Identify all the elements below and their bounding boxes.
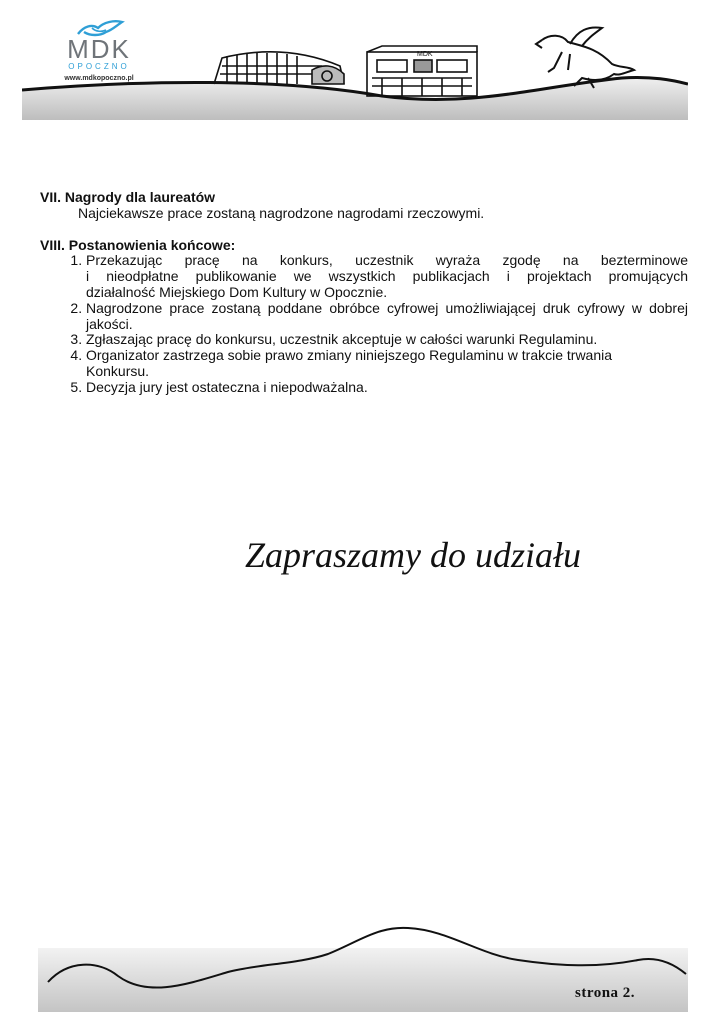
list-item (86, 332, 688, 348)
list-item (86, 348, 688, 380)
list-item-line: i nieodpłatne publikowanie we wszystkich publikacjach i projektach promujących (86, 268, 688, 285)
list-item-line: jakości. (86, 315, 133, 332)
mdk-logo[interactable] (44, 18, 154, 90)
list-item (86, 380, 688, 396)
section-title-final-provisions: VIII. Postanowienia końcowe: (40, 236, 236, 253)
section-spacer (40, 222, 688, 238)
page-header (22, 8, 688, 120)
list-item (86, 253, 688, 300)
section-title-prizes: VII. Nagrody dla laureatów (40, 189, 216, 205)
final-provisions-list (40, 253, 688, 395)
invitation-text: Zapraszamy do udziału (245, 535, 582, 575)
regulation-content (40, 190, 688, 396)
list-item-line: 1. Przekazując pracę na konkurs, uczestnik wyraża zgodę na bezterminowe (86, 252, 688, 269)
list-item-line: 3. Zgłaszając pracę do konkursu, uczestnik akceptuje w całości warunki Regulaminu. (86, 331, 598, 348)
section-text-prizes: Najciekawsze prace zostaną nagrodzone nagrodami rzeczowymi. (78, 204, 485, 221)
logo-city: OPOCZNO (68, 62, 130, 71)
list-item-line: działalność Miejskiego Dom Kultury w Opocznie. (86, 283, 388, 300)
list-item-line: 4. Organizator zastrzega sobie prawo zmiany niniejszego Regulaminu w trakcie trwania (86, 347, 613, 364)
page-number: strona 2. (575, 985, 636, 1001)
list-item-line: 2. Nagrodzone prace zostaną poddane obróbce cyfrowej umożliwiającej druk cyfrowy w dobrej (86, 299, 688, 316)
logo-url[interactable]: www.mdkopoczno.pl (64, 75, 134, 82)
logo-text: MDK (67, 34, 131, 64)
list-item (86, 301, 688, 333)
list-item-line: Konkursu. (86, 362, 150, 379)
svg-text:MDK: MDK (417, 51, 433, 58)
list-item-line: 5. Decyzja jury jest ostateczna i niepodważalna. (86, 378, 368, 395)
